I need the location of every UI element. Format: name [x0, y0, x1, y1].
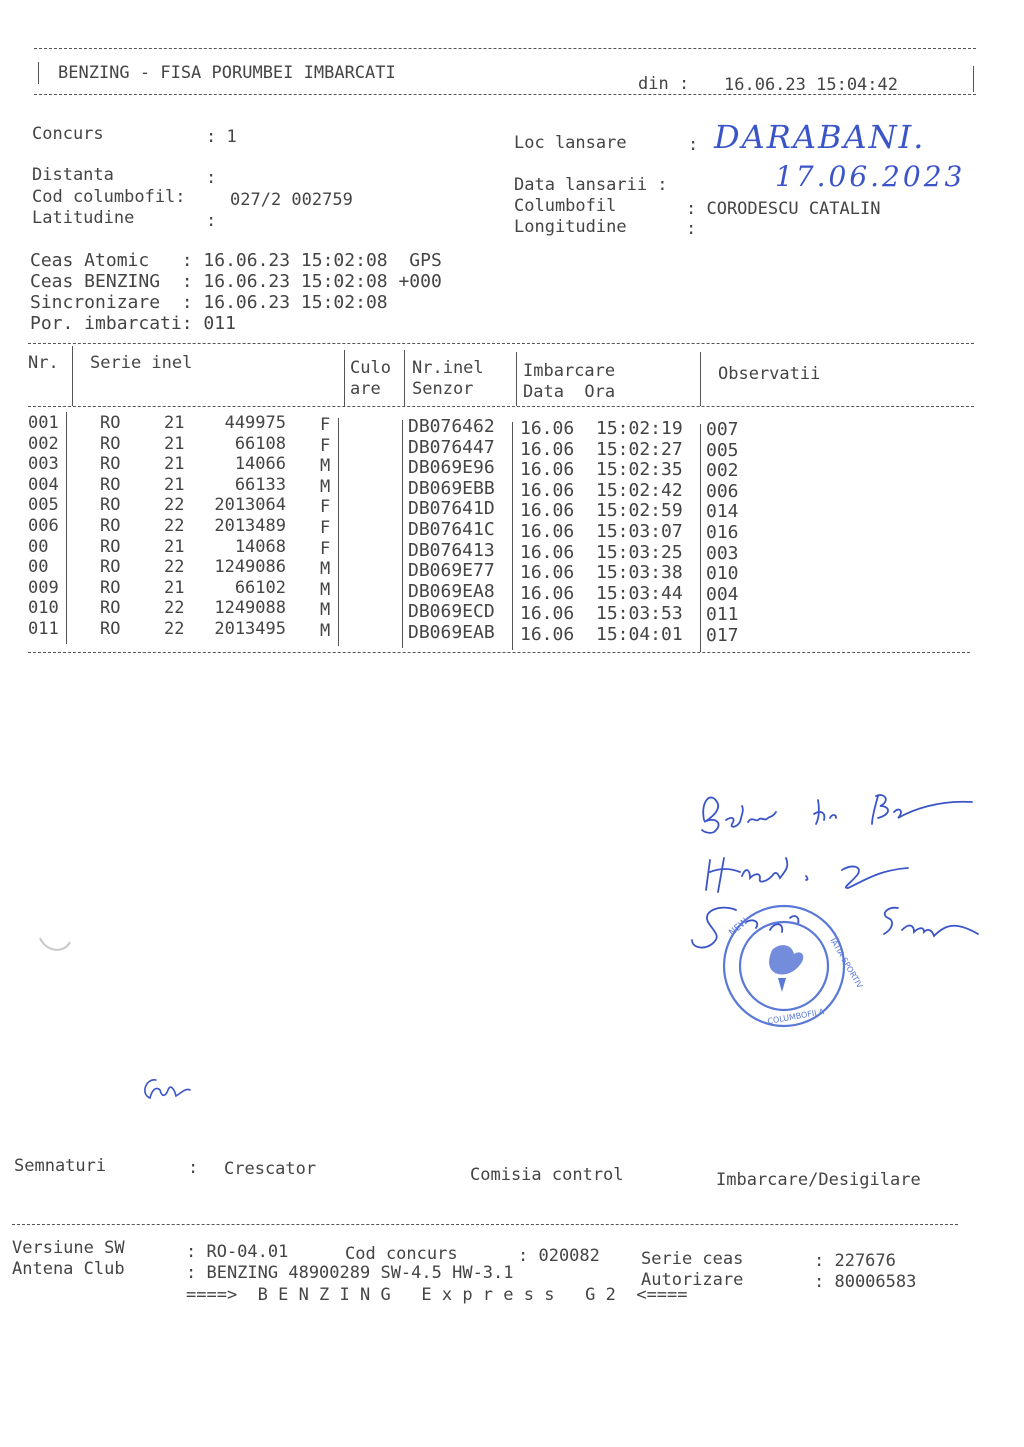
cell-ring: 2013495 — [214, 619, 286, 639]
cell-nr: 002 — [28, 433, 59, 454]
header-left-bar — [38, 62, 39, 84]
cell-nr: 00 — [28, 536, 49, 557]
cell-country: RO — [100, 454, 121, 475]
cod-concurs-value: : 020082 — [518, 1246, 600, 1266]
cell-year: 22 — [164, 495, 185, 516]
footer-top-rule — [12, 1224, 958, 1225]
versiune-sw-value: : RO-04.01 — [186, 1242, 289, 1262]
cell-sensor: DB069E96 — [408, 457, 495, 479]
cell-sex: F — [320, 538, 331, 559]
cell-country: RO — [100, 495, 121, 516]
cell-nr: 009 — [28, 577, 59, 598]
cell-time: 15:02:59 — [596, 500, 683, 522]
cell-sex: M — [320, 600, 331, 621]
col-culoare-header-1: Culo — [350, 358, 391, 378]
vrule-serie-head — [344, 350, 345, 406]
cell-time: 15:02:27 — [596, 438, 683, 460]
table-row — [0, 433, 1024, 461]
table-row — [0, 474, 1024, 502]
print-date-value: 16.06.23 15:04:42 — [724, 75, 898, 95]
cell-ring: 66133 — [234, 474, 286, 495]
cell-observation: 006 — [706, 480, 739, 502]
cell-observation: 002 — [706, 460, 739, 482]
serie-ceas-value: : 227676 — [814, 1251, 896, 1271]
cell-nr: 00 — [28, 557, 49, 578]
cell-ring: 66108 — [234, 433, 286, 454]
table-row — [0, 598, 1024, 626]
cell-year: 21 — [164, 536, 185, 557]
cell-sex: M — [320, 476, 331, 497]
table-row — [0, 454, 1024, 482]
cell-date: 16.06 — [520, 500, 575, 522]
cell-nr: 006 — [28, 516, 59, 536]
imbarcare-desigilare-label: Imbarcare/Desigilare — [716, 1170, 921, 1190]
col-observatii-header: Observatii — [718, 364, 821, 384]
cell-country: RO — [100, 577, 121, 598]
cell-sensor: DB076447 — [408, 436, 495, 458]
cell-date: 16.06 — [520, 479, 575, 501]
cell-observation: 007 — [706, 419, 739, 440]
cell-sex: F — [320, 415, 331, 435]
vrule-imbarcare-head — [700, 352, 701, 406]
cell-date: 16.06 — [520, 418, 575, 439]
cell-time: 15:03:38 — [596, 562, 683, 584]
columbofil-label: Columbofil — [514, 196, 617, 216]
table-row — [0, 516, 1024, 543]
distanta-label: Distanta — [32, 165, 114, 185]
svg-text:COLUMBOFILA: COLUMBOFILA — [766, 1007, 825, 1026]
data-lansarii-handwritten: 17.06.2023 — [775, 160, 966, 193]
cell-sex: F — [320, 435, 331, 456]
semnaturi-colon: : — [188, 1158, 199, 1178]
cell-country: RO — [100, 557, 121, 578]
cell-ring: 2013064 — [214, 495, 286, 516]
antena-club-label: Antena Club — [12, 1259, 125, 1279]
ceas-atomic: Ceas Atomic : 16.06.23 15:02:08 GPS — [30, 250, 442, 271]
latitudine-label: Latitudine — [32, 208, 135, 228]
svg-text:NEW: NEW — [727, 916, 751, 939]
ceas-benzing: Ceas BENZING : 16.06.23 15:02:08 +000 — [30, 271, 442, 292]
antena-club-value: : BENZING 48900289 SW-4.5 HW-3.1 — [186, 1263, 514, 1283]
distanta-value: : — [206, 168, 217, 188]
cell-date: 16.06 — [520, 562, 575, 584]
col-senzor-header-1: Nr.inel — [412, 358, 484, 378]
vrule-nr-head — [72, 346, 73, 406]
cell-year: 22 — [164, 516, 185, 536]
cell-time: 15:04:01 — [596, 624, 683, 645]
svg-text:IATIA SPORTIV: IATIA SPORTIV — [828, 936, 865, 990]
cell-sensor: DB069E77 — [408, 560, 495, 582]
loc-lansare-handwritten: DARABANI. — [714, 118, 926, 156]
cell-ring: 14068 — [234, 536, 286, 557]
col-nr-header: Nr. — [28, 353, 59, 373]
cell-sex: M — [320, 559, 331, 580]
cell-time: 15:02:19 — [596, 418, 683, 439]
cell-ring: 1249088 — [214, 598, 286, 619]
header-top-rule — [34, 48, 976, 49]
header-right-bar — [973, 66, 974, 92]
cell-nr: 003 — [28, 454, 59, 475]
data-lansarii-label: Data lansarii : — [514, 175, 668, 195]
cell-nr: 011 — [28, 619, 59, 639]
crescator-label: Crescator — [224, 1159, 317, 1179]
cell-sensor: DB076462 — [408, 416, 495, 437]
versiune-sw-label: Versiune SW — [12, 1238, 125, 1258]
cell-year: 21 — [164, 454, 185, 475]
columbofil-value: : CORODESCU CATALIN — [686, 199, 881, 219]
cell-ring: 449975 — [224, 413, 286, 433]
serie-ceas-label: Serie ceas — [641, 1249, 744, 1269]
cell-ring: 14066 — [234, 454, 286, 475]
cell-date: 16.06 — [520, 438, 575, 460]
cell-year: 22 — [164, 598, 185, 619]
cell-sensor: DB07641D — [408, 498, 495, 520]
cell-country: RO — [100, 516, 121, 536]
longitudine-label: Longitudine — [514, 217, 627, 237]
col-senzor-header-2: Senzor — [412, 379, 474, 399]
table-row — [0, 619, 1024, 646]
club-stamp — [712, 900, 865, 1030]
cell-sensor: DB069EA8 — [408, 580, 495, 602]
cell-date: 16.06 — [520, 603, 575, 625]
cell-date: 16.06 — [520, 541, 575, 563]
sincronizare: Sincronizare : 16.06.23 15:02:08 — [30, 292, 388, 313]
cell-observation: 004 — [706, 583, 739, 605]
cell-time: 15:02:42 — [596, 479, 683, 501]
cod-columbofil-label: Cod columbofil: — [32, 187, 186, 207]
cell-nr: 005 — [28, 495, 59, 516]
cell-observation: 005 — [706, 439, 739, 461]
cell-sex: F — [320, 518, 331, 538]
table-top-rule — [28, 343, 974, 344]
loc-lansare-colon: : — [688, 135, 699, 155]
cell-nr: 001 — [28, 413, 59, 433]
col-culoare-header-2: are — [350, 379, 381, 399]
cell-sensor: DB069ECD — [408, 601, 495, 623]
cell-sex: M — [320, 456, 331, 477]
cell-ring: 2013489 — [214, 516, 286, 536]
cell-observation: 003 — [706, 542, 739, 564]
cell-observation: 017 — [706, 625, 739, 646]
porumbei-imbarcati: Por. imbarcati: 011 — [30, 313, 236, 334]
cell-observation: 010 — [706, 563, 739, 585]
cell-sensor: DB07641C — [408, 519, 495, 540]
col-imbarcare-header-1: Imbarcare — [523, 361, 616, 381]
cell-year: 22 — [164, 619, 185, 639]
print-date-label: din : — [638, 74, 690, 94]
cell-sex: M — [320, 621, 331, 641]
cell-time: 15:02:35 — [596, 459, 683, 481]
cell-time: 15:03:07 — [596, 521, 683, 542]
table-row — [0, 495, 1024, 523]
cell-time: 15:03:44 — [596, 582, 683, 604]
cell-nr: 004 — [28, 474, 59, 495]
table-row — [0, 577, 1024, 605]
cell-year: 21 — [164, 413, 185, 433]
cell-sex: F — [320, 497, 331, 518]
cell-date: 16.06 — [520, 521, 575, 542]
vrule-culoare-head — [404, 350, 405, 406]
cell-year: 21 — [164, 474, 185, 495]
cell-country: RO — [100, 536, 121, 557]
cell-country: RO — [100, 598, 121, 619]
cell-date: 16.06 — [520, 459, 575, 481]
punch-hole-mark — [36, 930, 76, 960]
table-header-rule — [28, 406, 974, 407]
cell-year: 22 — [164, 557, 185, 578]
cell-country: RO — [100, 474, 121, 495]
document-title: BENZING - FISA PORUMBEI IMBARCATI — [58, 63, 396, 83]
comisia-label: Comisia control — [470, 1165, 624, 1185]
vrule-senzor-head — [516, 352, 517, 406]
table-row — [0, 413, 1024, 440]
cell-sex: M — [320, 579, 331, 600]
cell-date: 16.06 — [520, 624, 575, 645]
cell-nr: 010 — [28, 598, 59, 619]
latitudine-value: : — [206, 211, 217, 231]
cell-sensor: DB076413 — [408, 539, 495, 561]
cell-observation: 011 — [706, 604, 739, 626]
autorizare-value: : 80006583 — [814, 1272, 917, 1292]
cell-year: 21 — [164, 577, 185, 598]
cell-country: RO — [100, 619, 121, 639]
header-bottom-rule — [34, 94, 976, 95]
cell-year: 21 — [164, 433, 185, 454]
cell-date: 16.06 — [520, 582, 575, 604]
cell-observation: 014 — [706, 501, 739, 523]
cell-observation: 016 — [706, 522, 739, 543]
table-row — [0, 536, 1024, 564]
col-serie-header: Serie inel — [90, 353, 193, 373]
longitudine-value: : — [686, 219, 697, 239]
cell-sensor: DB069EBB — [408, 477, 495, 499]
cell-time: 15:03:53 — [596, 603, 683, 625]
concurs-label: Concurs — [32, 124, 104, 144]
cod-concurs-label: Cod concurs — [345, 1244, 458, 1264]
cell-time: 15:03:25 — [596, 541, 683, 563]
cell-sensor: DB069EAB — [408, 622, 495, 643]
concurs-value: : 1 — [206, 127, 237, 147]
cell-country: RO — [100, 413, 121, 433]
table-bottom-rule — [28, 652, 970, 653]
semnaturi-label: Semnaturi — [14, 1156, 107, 1176]
cell-ring: 66102 — [234, 577, 286, 598]
table-row — [0, 557, 1024, 585]
autorizare-label: Autorizare — [641, 1270, 744, 1290]
benzing-express-banner: ====> B E N Z I N G E x p r e s s G 2 <==== — [186, 1285, 688, 1305]
cell-ring: 1249086 — [214, 557, 286, 578]
loc-lansare-label: Loc lansare — [514, 133, 627, 153]
cell-country: RO — [100, 433, 121, 454]
cod-columbofil-value: 027/2 002759 — [230, 190, 353, 210]
col-imbarcare-header-2: Data Ora — [523, 382, 616, 402]
breeder-initials — [136, 1072, 206, 1112]
